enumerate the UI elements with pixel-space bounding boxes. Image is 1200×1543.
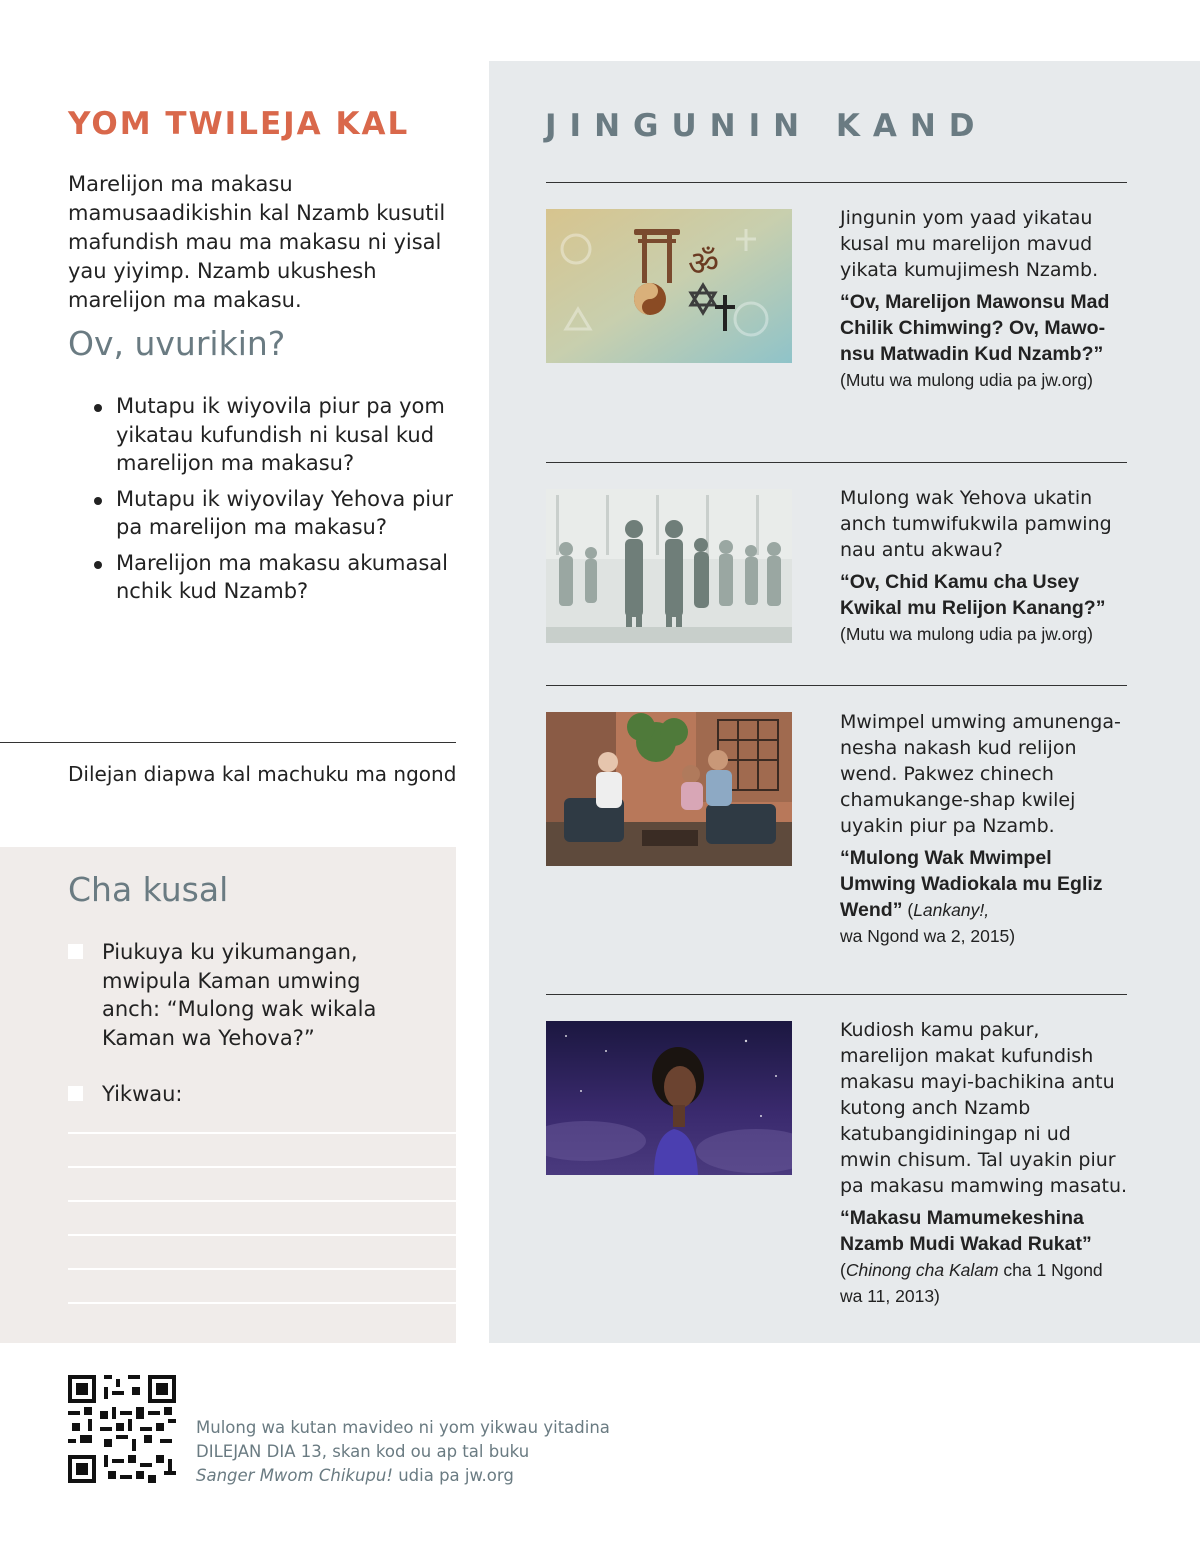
article-source: [840, 1257, 1128, 1309]
publication-name: Chinong cha Kalam: [845, 1260, 999, 1280]
congregation-gathering-image: [546, 489, 792, 643]
resource-entry: [840, 709, 1128, 949]
svg-text:ॐ: ॐ: [688, 244, 720, 284]
article-title-text: “Mulong Wak Mwimpel Umwing Wadiokala mu Egliz Wend”: [840, 847, 1103, 921]
footer-line: udia pa jw.org: [392, 1466, 514, 1485]
article-source-open: (: [902, 900, 914, 920]
divider: [546, 182, 1127, 183]
article-source: (Mutu wa mulong udia pa jw.org): [840, 624, 1093, 644]
divider: [546, 685, 1127, 686]
religious-symbols-image: [546, 209, 792, 363]
entry-description: Mwimpel umwing amunenga-nesha nakash kud relijon wend. Pakwez chinech chamukange-shap kwilej uyakin piur pa Nzamb.: [840, 711, 1121, 837]
resource-entry: [840, 1017, 1128, 1309]
article-title-link[interactable]: [840, 845, 1128, 923]
writing-line[interactable]: [68, 1166, 456, 1168]
article-source: wa Ngond wa 2, 2015): [840, 926, 1016, 946]
review-heading: Ov, uvurikin?: [68, 324, 286, 363]
completion-date-note: Dilejan diapwa kal machuku ma ngond: [68, 762, 457, 786]
patio-conversation-image: [546, 712, 792, 866]
article-source: (Mutu wa mulong udia pa jw.org): [840, 370, 1093, 390]
article-source-rest: cha 1 Ngond wa 11, 2013): [840, 1260, 1103, 1306]
writing-line[interactable]: [68, 1302, 456, 1304]
qr-code-icon[interactable]: [68, 1375, 176, 1483]
writing-line[interactable]: [68, 1234, 456, 1236]
section-title: YOM TWILEJA KAL: [68, 106, 410, 142]
article-title-link[interactable]: “Makasu Mamumekeshina Nzamb Mudi Wakad Rukat”: [840, 1207, 1092, 1255]
todo-item: [68, 1080, 402, 1109]
divider: [546, 994, 1127, 995]
entry-description: Kudiosh kamu pakur, marelijon makat kufundish makasu mayi-bachikina antu kutong anch Nzamb katubangidiningap ni ud mwin chisum. Tal uyakin piur pa makasu mamwing masatu.: [840, 1019, 1128, 1197]
article-title-link[interactable]: “Ov, Marelijon Mawonsu Mad Chilik Chimwing? Ov, Mawo-nsu Matwadin Kud Nzamb?”: [840, 291, 1110, 365]
entry-description: Mulong wak Yehova ukatin anch tumwifukwila pamwing nau antu akwau?: [840, 487, 1112, 561]
writing-line[interactable]: [68, 1200, 456, 1202]
article-title-link[interactable]: “Ov, Chid Kamu cha Usey Kwikal mu Relijon Kanang?”: [840, 571, 1106, 619]
resource-entry: [840, 205, 1128, 393]
checkbox[interactable]: [68, 1086, 83, 1101]
todo-item-label: Piukuya ku yikumangan, mwipula Kaman umwing anch: “Mulong wak wikala Kaman wa Yehova?”: [102, 940, 377, 1050]
explore-title: JINGUNIN KAND: [545, 108, 988, 144]
checkbox[interactable]: [68, 944, 83, 959]
divider: [0, 742, 456, 743]
writing-line[interactable]: [68, 1132, 456, 1134]
resource-entry: [840, 485, 1128, 647]
todo-heading: Cha kusal: [68, 870, 229, 909]
review-question: Marelijon ma makasu akumasal nchik kud Nzamb?: [90, 549, 460, 606]
todo-item: [68, 938, 402, 1052]
footer-line: Mulong wa kutan mavideo ni yom yikwau yitadina: [196, 1418, 610, 1437]
divider: [546, 462, 1127, 463]
review-question: Mutapu ik wiyovila piur pa yom yikatau kufundish ni kusal kud marelijon ma makasu?: [90, 392, 460, 478]
footer-note: [196, 1416, 610, 1488]
review-question: Mutapu ik wiyovilay Yehova piur pa marelijon ma makasu?: [90, 485, 460, 542]
todo-item-label: Yikwau:: [102, 1082, 183, 1106]
review-question-list: [90, 392, 460, 613]
entry-description: Jingunin yom yaad yikatau kusal mu marelijon mavud yikata kumujimesh Nzamb.: [840, 207, 1099, 281]
intro-paragraph: Marelijon ma makasu mamusaadikishin kal Nzamb kusutil mafundish mau ma makasu ni yisal yau yiyimp. Nzamb ukushesh marelijon ma makasu.: [68, 172, 446, 312]
book-title: Sanger Mwom Chikupu!: [196, 1466, 393, 1485]
publication-name: Lankany!,: [913, 900, 990, 920]
footer-line: DILEJAN DIA 13, skan kod ou ap tal buku: [196, 1442, 530, 1461]
article-source-open: (: [840, 1260, 846, 1280]
writing-line[interactable]: [68, 1268, 456, 1270]
woman-night-sky-image: [546, 1021, 792, 1175]
